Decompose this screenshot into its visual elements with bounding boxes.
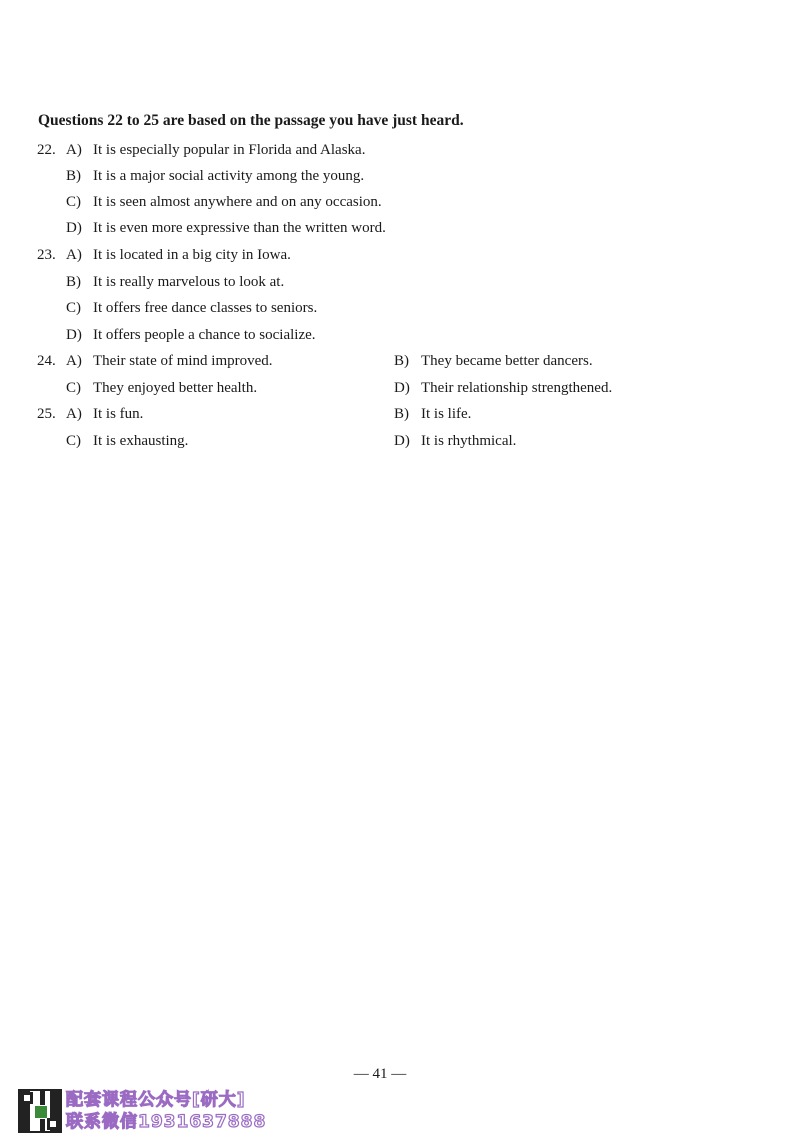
option-text: They became better dancers.	[421, 353, 593, 369]
question-25-option-d	[394, 431, 516, 451]
question-22-option-b	[66, 166, 364, 186]
option-letter: D)	[394, 433, 410, 449]
option-text: Their relationship strengthened.	[421, 380, 613, 396]
question-22-option-d	[66, 218, 386, 238]
watermark-line-1: 配套课程公众号[研大]	[66, 1090, 246, 1110]
watermark	[18, 1086, 266, 1136]
question-25-number: 25.	[37, 406, 56, 422]
option-text: It is especially popular in Florida and Alaska.	[93, 142, 366, 158]
option-text: Their state of mind improved.	[93, 353, 273, 369]
question-22-option-a	[66, 140, 365, 160]
option-text: It is rhythmical.	[421, 433, 517, 449]
option-letter: C)	[66, 380, 81, 396]
option-letter: C)	[66, 300, 81, 316]
section-heading: Questions 22 to 25 are based on the passage you have just heard.	[38, 112, 464, 129]
question-24-option-c	[66, 378, 257, 398]
option-letter: A)	[66, 142, 82, 158]
question-23-option-c	[66, 298, 317, 318]
watermark-line-2: 联系微信1931637888	[66, 1112, 267, 1132]
option-letter: A)	[66, 406, 82, 422]
question-24-number: 24.	[37, 353, 56, 369]
option-letter: C)	[66, 194, 81, 210]
question-23-option-a	[66, 245, 291, 265]
option-letter: B)	[394, 353, 409, 369]
option-letter: D)	[394, 380, 410, 396]
watermark-text	[66, 1089, 266, 1133]
option-letter: C)	[66, 433, 81, 449]
option-letter: B)	[394, 406, 409, 422]
question-25-option-c	[66, 431, 188, 451]
option-letter: D)	[66, 327, 82, 343]
option-letter: B)	[66, 168, 81, 184]
option-letter: A)	[66, 247, 82, 263]
option-text: It is seen almost anywhere and on any occasion.	[93, 194, 382, 210]
question-24-option-b	[394, 351, 593, 371]
question-23-option-d	[66, 325, 316, 345]
option-letter: D)	[66, 220, 82, 236]
option-text: It is located in a big city in Iowa.	[93, 247, 291, 263]
option-text: They enjoyed better health.	[93, 380, 258, 396]
option-letter: B)	[66, 274, 81, 290]
question-25-option-b	[394, 404, 471, 424]
option-text: It is a major social activity among the young.	[93, 168, 365, 184]
question-22-option-c	[66, 192, 382, 212]
option-text: It is even more expressive than the written word.	[93, 220, 386, 236]
question-25-option-a	[66, 404, 143, 424]
option-text: It offers free dance classes to seniors.	[93, 300, 318, 316]
question-22-number: 22.	[37, 142, 56, 158]
qr-code-icon	[18, 1089, 62, 1133]
option-letter: A)	[66, 353, 82, 369]
option-text: It is life.	[421, 406, 472, 422]
question-24-option-a	[66, 351, 273, 371]
page-number: — 41 —	[353, 1066, 407, 1082]
question-24-option-d	[394, 378, 612, 398]
question-23-option-b	[66, 272, 284, 292]
option-text: It is exhausting.	[93, 433, 189, 449]
option-text: It is fun.	[93, 406, 144, 422]
option-text: It offers people a chance to socialize.	[93, 327, 316, 343]
question-23-number: 23.	[37, 247, 56, 263]
option-text: It is really marvelous to look at.	[93, 274, 285, 290]
